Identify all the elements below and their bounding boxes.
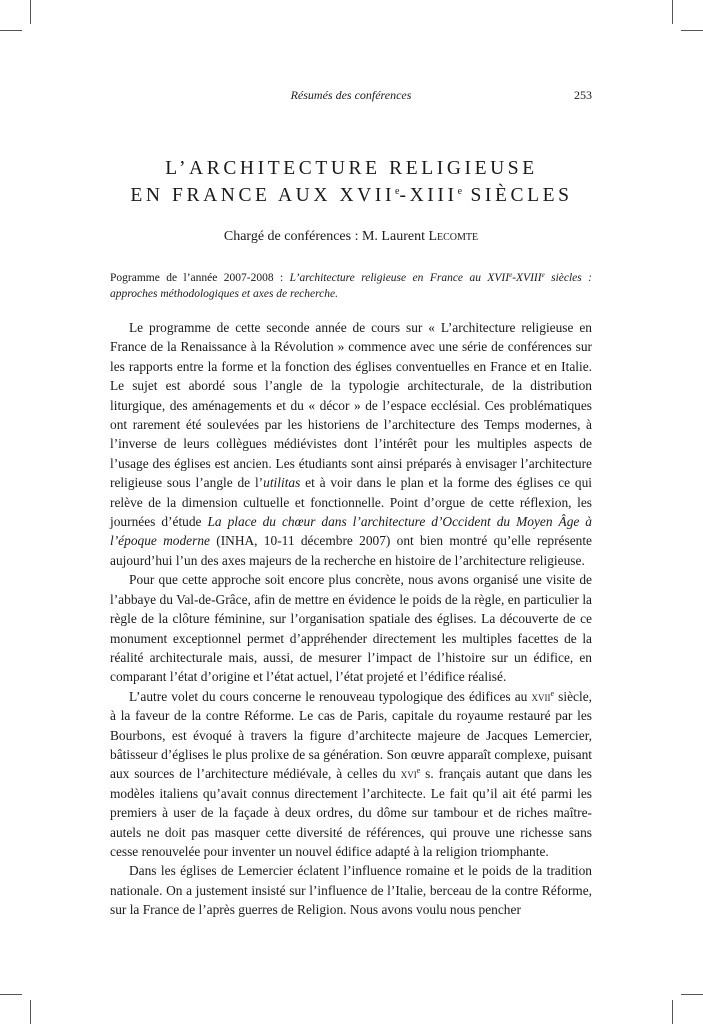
paragraph-1 bbox=[110, 318, 592, 570]
title-line-2 bbox=[60, 182, 643, 209]
programme-superscript-1: e bbox=[509, 271, 513, 279]
page-number: 253 bbox=[574, 88, 592, 102]
lecturer-surname-rest: ecomte bbox=[437, 229, 479, 244]
crop-mark-top-right-horizontal bbox=[681, 30, 703, 31]
crop-mark-bottom-right-horizontal bbox=[681, 994, 703, 995]
crop-mark-top-left-horizontal bbox=[0, 30, 22, 31]
paragraph-3 bbox=[110, 687, 592, 862]
running-head bbox=[110, 88, 592, 104]
paragraph-3-text-c: s. français autant que dans les modèles italiens qu’avait connus directement l’architecte. Le fait qu’il ait été parmi les premiers à user de la façade à deux ordres, du dôme sur tambour et de riches maître-autels ne doit pas masquer cette diversité de références, qui prouve une richesse sans cesse renouvelée pour inventer un nouvel édifice adapté à la religion triomphante. bbox=[110, 766, 592, 859]
programme-label: Pogramme de l’année 2007-2008 : bbox=[110, 272, 290, 284]
paragraph-1-italic-title: La place du chœur dans l’architecture d’Occident du Moyen Âge à l’époque moderne bbox=[110, 514, 593, 549]
title-line-2-part-c: SIÈCLES bbox=[462, 185, 573, 206]
paragraph-3-superscript-1: e bbox=[550, 688, 555, 698]
title-line-2-part-a: EN FRANCE AUX XVII bbox=[130, 185, 396, 206]
body-text bbox=[110, 318, 592, 920]
running-title: Résumés des conférences bbox=[290, 88, 412, 102]
paragraph-1-text-e: (INHA, 10-11 décembre 2007) ont bien montré qu’elle représente aujourd’hui l’un des axes majeurs de la recherche en histoire de l’architecture religieuse. bbox=[110, 533, 592, 568]
crop-mark-top-right bbox=[672, 0, 673, 24]
crop-mark-top-left bbox=[30, 0, 31, 24]
programme-superscript-2: e bbox=[541, 271, 545, 279]
title-line-2-part-b: -XIII bbox=[399, 185, 458, 206]
crop-mark-bottom-left bbox=[30, 1000, 31, 1024]
paragraph-3-superscript-2: e bbox=[416, 766, 421, 776]
programme-note bbox=[110, 270, 592, 302]
crop-mark-bottom-left-horizontal bbox=[0, 994, 22, 995]
title-line-1: L’ARCHITECTURE RELIGIEUSE bbox=[165, 158, 538, 179]
programme-title-part-3: siècles : approches méthodologiques et axes de recherche. bbox=[110, 272, 592, 300]
paragraph-4: Dans les églises de Lemercier éclatent l’influence romaine et le poids de la tradition nationale. On a justement insisté sur l’influence de l’Italie, berceau de la contre Réforme, sur la France de l’après guerres de Religion. Nous avons voulu nous pencher bbox=[110, 863, 592, 918]
lecturer-prefix: Chargé de conférences : M. Laurent bbox=[223, 229, 429, 244]
programme-title-part-2: -XVIII bbox=[512, 272, 542, 284]
paragraph-1-italic-utilitas: utilitas bbox=[263, 475, 301, 491]
paragraph-1-text-a: Le programme de cette seconde année de cours sur « L’architecture religieuse en France de la Renaissance à la Révolution » commence avec une série de conférences sur les rapports entre la forme et la fonction des églises conventuelles en France et en Italie. Le sujet est abordé sous l’angle de la typologie architecturale, de la distribution liturgique, des aménagements et du « décor » de l’espace ecclésial. Ces problématiques ont rarement été soulevées par les historiens de l’architecture des Temps modernes, à l’inverse de leurs collègues médiévistes dont l’intérêt pour les multiples aspects de l’usage des églises est ancien. Les étudiants sont ainsi préparés à envisager l’architecture religieuse sous l’angle de l’ bbox=[110, 320, 592, 491]
paragraph-3-century-2: xvi bbox=[400, 766, 417, 782]
lecturer-surname-initial: L bbox=[428, 229, 438, 244]
programme-title-part-1: L’architecture religieuse en France au XVII bbox=[289, 272, 510, 284]
lecturer-line bbox=[110, 229, 592, 245]
title-superscript-1: e bbox=[395, 186, 400, 197]
paragraph-3-text-b: siècle, à la faveur de la contre Réforme. Le cas de Paris, capitale du royaume restauré par les Bourbons, est évoqué à travers la figure d’architecte majeure de Jacques Lemercier, bâtisseur d’églises le plus prolixe de sa génération. Son œuvre apparaît complexe, puisant aux sources de l’architecture médiévale, à celles du bbox=[110, 688, 592, 782]
paragraph-1-text-c: et à voir dans le plan et la forme des églises ce qui relève de la dimension cultuelle et fonctionnelle. Point d’orgue de cette réflexion, les journées d’étude bbox=[110, 475, 592, 530]
crop-mark-bottom-right bbox=[672, 1000, 673, 1024]
title-superscript-2: e bbox=[457, 186, 463, 197]
paragraph-2: Pour que cette approche soit encore plus concrète, nous avons organisé une visite de l’abbaye du Val-de-Grâce, afin de mettre en évidence le poids de la règle, en particulier la règle de la clôture féminine, sur l’organisation spatiale des églises. La découverte de ce monument exceptionnel permet d’appréhender directement les multiples facettes de la réalité architecturale mais, aussi, de mesurer l’impact de l’histoire sur un édifice, en comparant l’état d’origine et l’état actuel, l’état projeté et l’édifice réalisé. bbox=[110, 572, 592, 685]
paragraph-3-century-1: xvii bbox=[531, 688, 551, 704]
paragraph-3-text-a: L’autre volet du cours concerne le renouveau typologique des édifices au bbox=[129, 688, 532, 704]
page-title bbox=[60, 155, 643, 209]
